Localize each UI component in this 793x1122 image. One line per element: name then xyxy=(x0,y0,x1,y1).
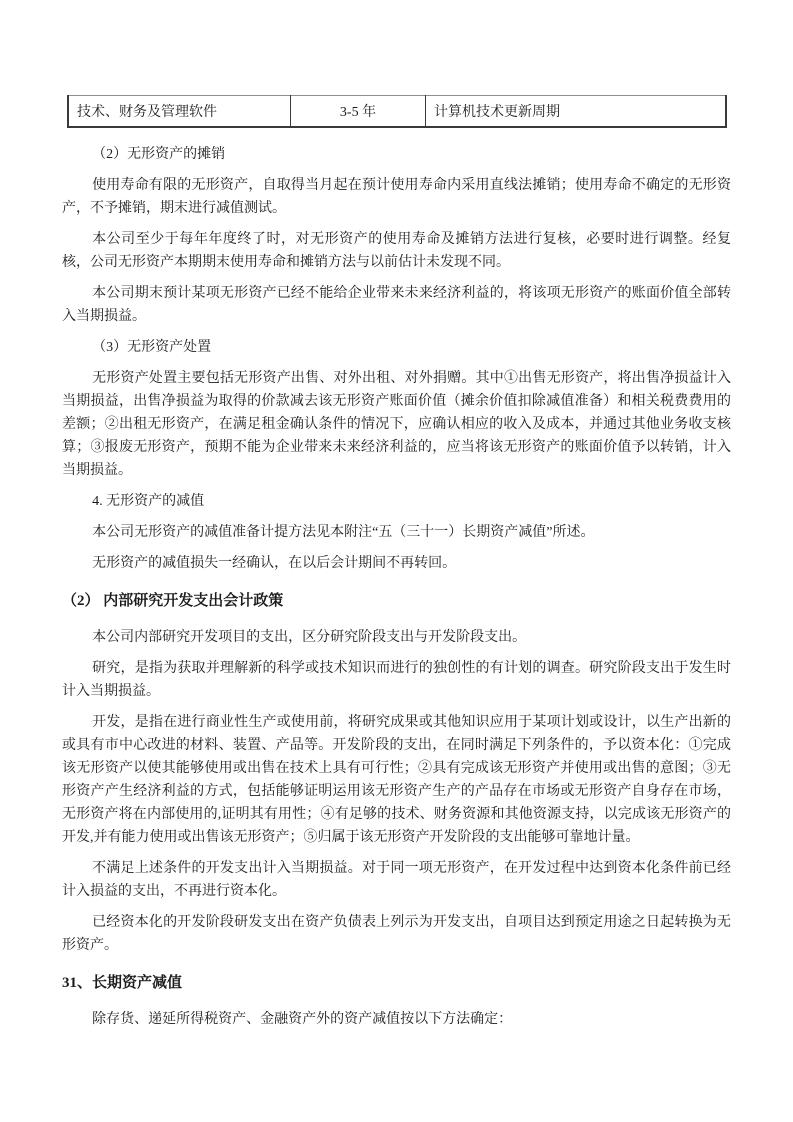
body-paragraph: 本公司内部研究开发项目的支出，区分研究阶段支出与开发阶段支出。 xyxy=(92,630,527,645)
table-cell-basis: 计算机技术更新周期 xyxy=(426,96,727,128)
body-paragraph: 不满足上述条件的开发支出计入当期损益。对于同一项无形资产，在开发过程中达到资本化条件前已经计入损益的支出，不再进行资本化。 xyxy=(62,861,731,899)
body-paragraph: 开发，是指在进行商业性生产或使用前，将研究成果或其他知识应用于某项计划或设计，以生产出新的或具有市中心改进的材料、装置、产品等。开发阶段的支出，在同时满足下列条件的，予以资本化：①完成该无形资产以使其能够使用或出售在技术上具有可行性；②具有完成该无形资产并使用或出售的意图；③无形资产产生经济利益的方式，包括能够证明运用该无形资产生产的产品存在市场或无形资产自身存在市场，无形资产将在内部使用的,证明其有用性；④有足够的技术、财务资源和其他资源支持，以完成该无形资产的开发,并有能力使用或出售该无形资产；⑤归属于该无形资产开发阶段的支出能够可靠地计量。 xyxy=(62,715,731,845)
section-heading: （2） 内部研究开发支出会计政策 xyxy=(62,593,284,609)
table-cell-useful-life: 3-5 年 xyxy=(291,96,426,128)
section-heading: 31、长期资产减值 xyxy=(62,975,183,991)
sub-heading: （3）无形资产处置 xyxy=(92,340,212,355)
document-body xyxy=(62,143,731,1031)
body-paragraph: 研究，是指为获取并理解新的科学或技术知识而进行的独创性的有计划的调查。研究阶段支出于发生时计入当期损益。 xyxy=(62,661,731,699)
table-cell-asset-category: 技术、财务及管理软件 xyxy=(77,105,217,120)
useful-life-table xyxy=(67,95,727,128)
body-paragraph: 无形资产的减值损失一经确认，在以后会计期间不再转回。 xyxy=(92,556,457,571)
body-paragraph: 使用寿命有限的无形资产，自取得当月起在预计使用寿命内采用直线法摊销；使用寿命不确定的无形资产，不予摊销，期末进行减值测试。 xyxy=(62,178,731,216)
sub-heading: 4. 无形资产的减值 xyxy=(92,494,205,509)
table-row xyxy=(68,96,726,128)
body-paragraph: 本公司期末预计某项无形资产已经不能给企业带来未来经济利益的，将该项无形资产的账面价值全部转入当期损益。 xyxy=(62,286,731,324)
body-paragraph: 除存货、递延所得税资产、金融资产外的资产减值按以下方法确定： xyxy=(92,1012,513,1027)
sub-heading: （2）无形资产的摊销 xyxy=(92,147,226,162)
body-paragraph: 本公司无形资产的减值准备计提方法见本附注“五（三十一）长期资产减值”所述。 xyxy=(92,525,595,540)
body-paragraph: 无形资产处置主要包括无形资产出售、对外出租、对外捐赠。其中①出售无形资产，将出售净损益计入当期损益，出售净损益为取得的价款减去该无形资产账面价值（摊余价值扣除减值准备）和相关税费费用的差额；②出租无形资产，在满足租金确认条件的情况下，应确认相应的收入及成本，并通过其他业务收支核算；③报废无形资产，预期不能为企业带来未来经济利益的，应当将该无形资产的账面价值予以转销，计入当期损益。 xyxy=(62,371,731,478)
body-paragraph: 本公司至少于每年年度终了时，对无形资产的使用寿命及摊销方法进行复核，必要时进行调整。经复核，公司无形资产本期期末使用寿命和摊销方法与以前估计未发现不同。 xyxy=(62,232,731,270)
body-paragraph: 已经资本化的开发阶段研发支出在资产负债表上列示为开发支出，自项目达到预定用途之日起转换为无形资产。 xyxy=(62,915,731,953)
